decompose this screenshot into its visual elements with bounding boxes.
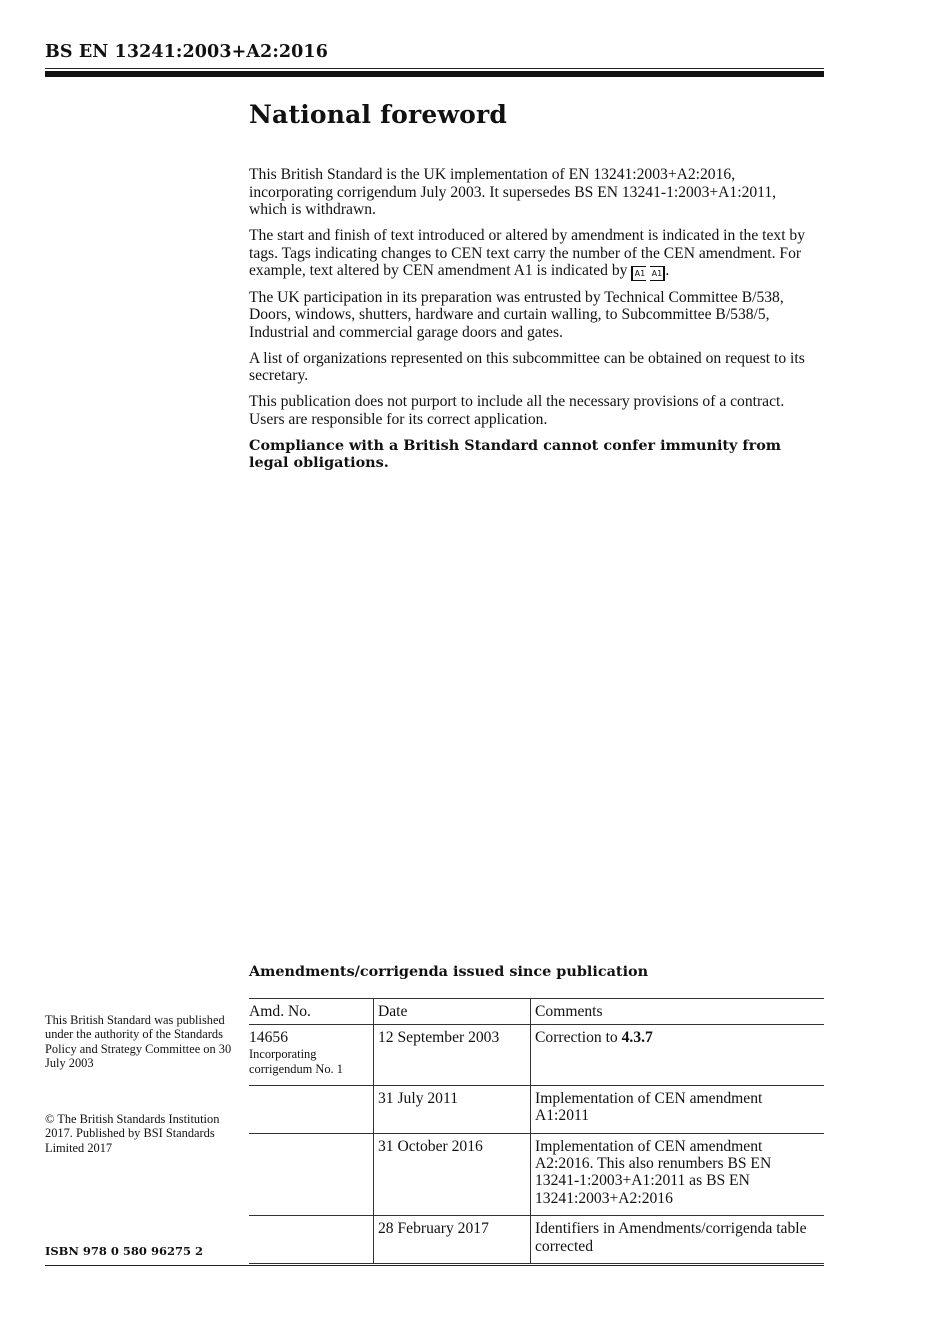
page-title: National foreword: [249, 100, 508, 129]
comment-clause-ref: 4.3.7: [621, 1029, 653, 1047]
amendment-end-tag-icon: A1: [650, 266, 665, 281]
paragraph-compliance: [249, 437, 809, 472]
amendment-start-tag-icon: A1: [631, 266, 646, 281]
header-rule-thin: [45, 68, 824, 69]
date-cell: 28 February 2017: [374, 1216, 531, 1264]
amd-no: 14656: [249, 1029, 288, 1047]
paragraph-provisions: [249, 393, 809, 428]
document-id: BS EN 13241:2003+A2:2016: [45, 42, 328, 62]
paragraph-tags: The start and finish of text introduced or altered by amendment is indicated in the text by tags. Tags indicating changes to CEN text carry the number of the CEN amendment. For example, text altered by CEN amendment A1 is indicated by A1 A1 .: [249, 227, 806, 279]
comment-cell: Identifiers in Amendments/corrigenda table corrected: [531, 1216, 825, 1264]
amendments-heading: Amendments/corrigenda issued since publication: [249, 963, 649, 980]
amendments-table: [249, 998, 824, 1264]
table-row: [249, 1133, 824, 1216]
copyright-note: © The British Standards Institution 2017. Published by BSI Standards Limited 2017: [45, 1112, 220, 1155]
paragraph-organizations-text: A list of organizations represented on this subcommittee can be obtained on request to its secretary.: [249, 349, 805, 384]
amd-no-cell: [249, 1025, 374, 1085]
paragraph-organizations: [249, 350, 809, 385]
amd-no-cell: [249, 1085, 374, 1133]
paragraph-participation-text: The UK participation in its preparation was entrusted by Technical Committee B/538, Doors, windows, shutters, hardware and curtain walling, to Subcommittee B/538/5, Industrial and commercial garage doors and gates.: [249, 288, 784, 341]
paragraph-implementation: [249, 166, 809, 219]
date-cell: 12 September 2003: [374, 1025, 531, 1085]
amendments-header-row: [249, 999, 824, 1025]
paragraph-implementation-text: This British Standard is the UK implementation of EN 13241:2003+A2:2016, incorporating corrigendum July 2003. It supersedes BS EN 13241-1:2003+A1:2011, which is withdrawn.: [249, 166, 777, 218]
paragraph-compliance-text: Compliance with a British Standard cannot confer immunity from legal obligations.: [249, 436, 782, 471]
publication-note: This British Standard was published under the authority of the Standards Policy and Strategy Committee on 30 July 2003: [45, 1013, 232, 1071]
footer-rule: [45, 1265, 824, 1266]
comment-cell: Implementation of CEN amendment A2:2016. This also renumbers BS EN 13241-1:2003+A1:2011 as BS EN 13241:2003+A2:2016: [531, 1133, 825, 1216]
column-header-comments: Comments: [531, 999, 825, 1025]
table-row: [249, 1216, 824, 1264]
isbn: ISBN 978 0 580 96275 2: [45, 1244, 203, 1258]
comment-cell: [531, 1025, 825, 1085]
table-row: [249, 1085, 824, 1133]
date-cell: 31 July 2011: [374, 1085, 531, 1133]
paragraph-provisions-text: This publication does not purport to include all the necessary provisions of a contract. Users are responsible for its correct application.: [249, 393, 785, 428]
amd-no-cell: [249, 1216, 374, 1264]
column-header-date: Date: [374, 999, 531, 1025]
header-rule-thick: [45, 71, 824, 77]
paragraph-tags-text: The start and finish of text introduced or altered by amendment is indicated in the text by tags. Tags indicating changes to CEN text carry the number of the CEN amendment. For example, text altered by CEN amendment A1 is indicated by: [249, 227, 806, 279]
table-row: [249, 1025, 824, 1085]
comment-text: Correction to: [535, 1029, 618, 1047]
paragraph-participation: [249, 289, 809, 342]
comment-cell: Implementation of CEN amendment A1:2011: [531, 1085, 825, 1133]
amd-no-cell: [249, 1133, 374, 1216]
foreword-body: [249, 166, 809, 480]
column-header-amd-no: Amd. No.: [249, 999, 374, 1025]
date-cell: 31 October 2016: [374, 1133, 531, 1216]
amd-note: Incorporating corrigendum No. 1: [249, 1046, 343, 1076]
